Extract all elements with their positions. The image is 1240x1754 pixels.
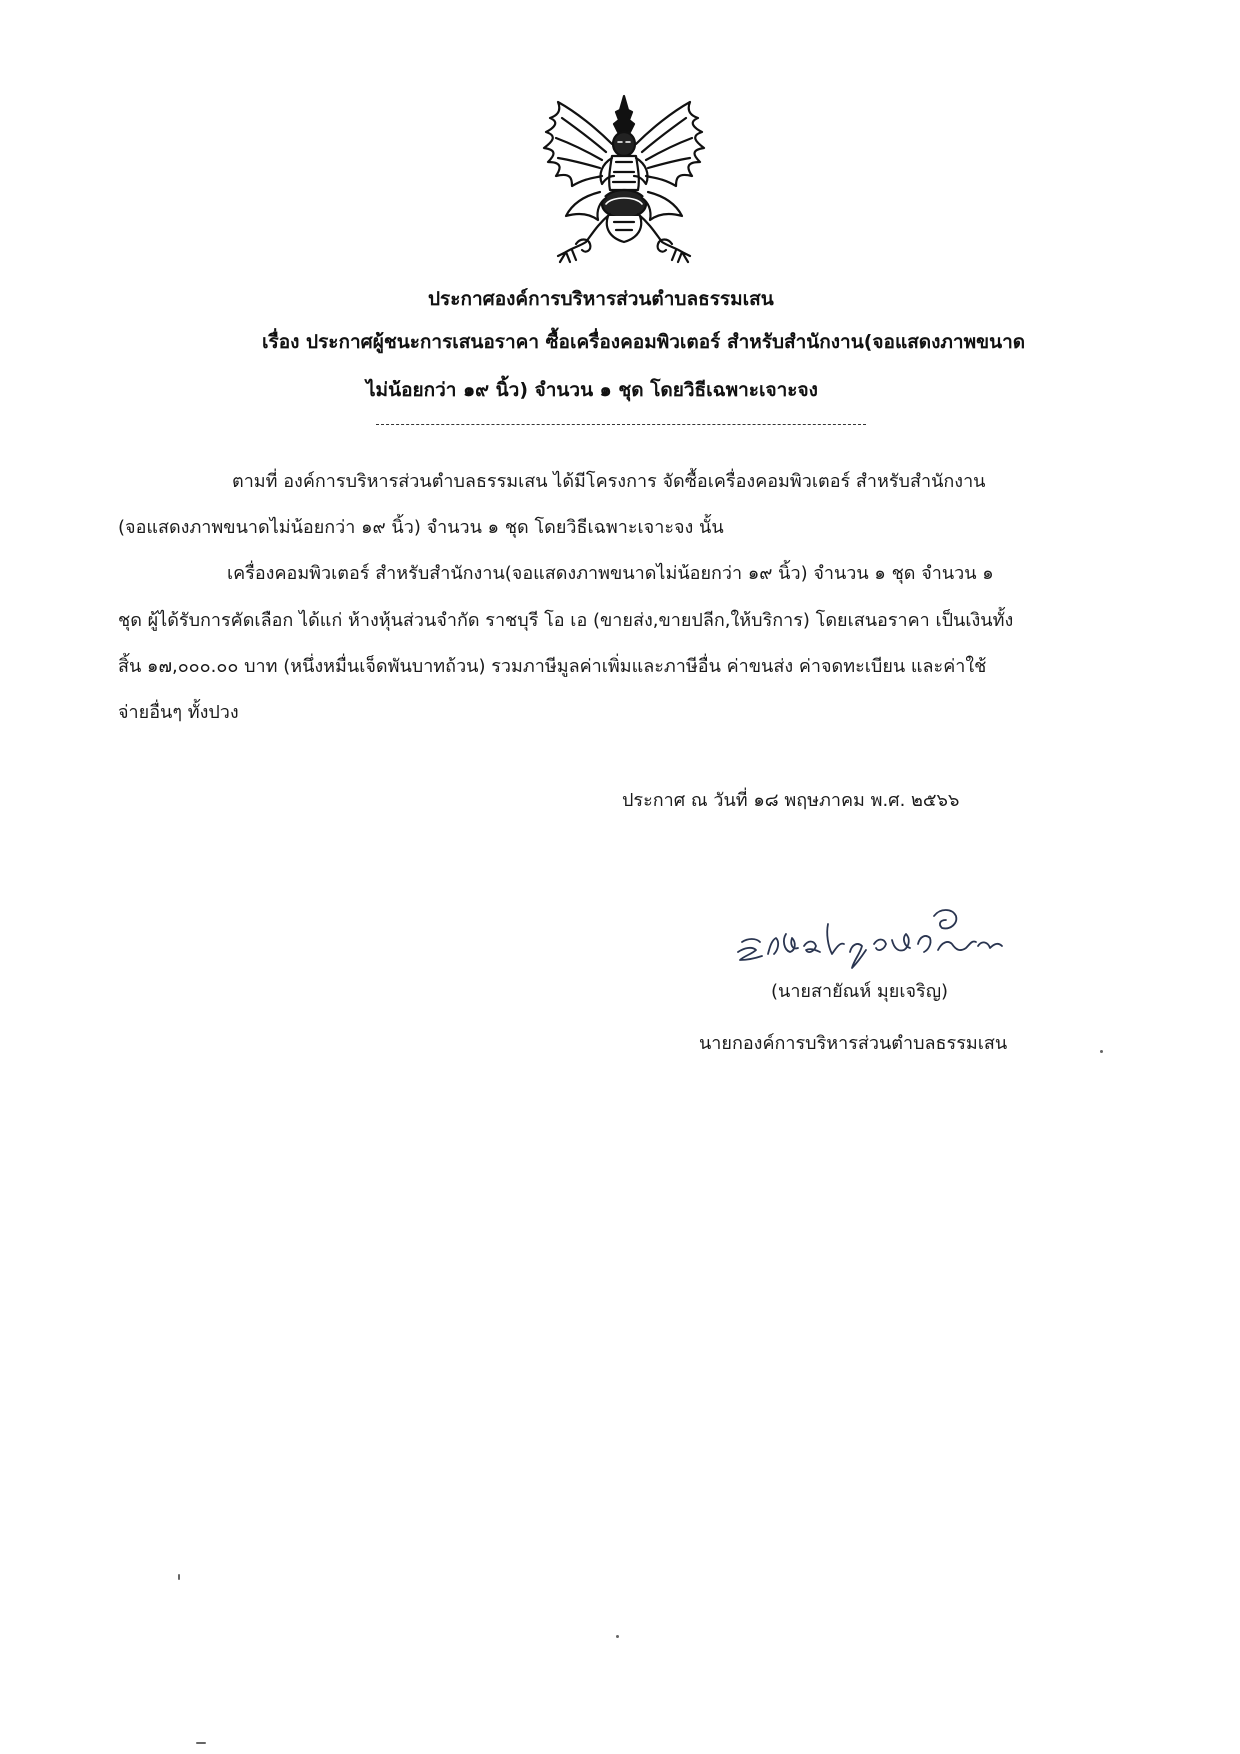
signer-position: นายกองค์การบริหารส่วนตำบลธรรมเสน [699,1033,1008,1054]
subject-line: เรื่อง ประกาศผู้ชนะการเสนอราคา ซื้อเครื่องคอมพิวเตอร์ สำหรับสำนักงาน(จอแสดงภาพขนาด [262,331,1026,353]
body-paragraph-line: จ่ายอื่นๆ ทั้งปวง [118,702,239,723]
handwritten-signature [734,894,1034,974]
signer-name: (นายสายัณห์ มุยเจริญ) [771,981,949,1002]
body-paragraph-line: เครื่องคอมพิวเตอร์ สำหรับสำนักงาน(จอแสดงภาพขนาดไม่น้อยกว่า ๑๙ นิ้ว) จำนวน ๑ ชุด จำนวน ๑ [227,563,994,584]
scan-speck [1100,1050,1103,1053]
body-paragraph-line: (จอแสดงภาพขนาดไม่น้อยกว่า ๑๙ นิ้ว) จำนวน ๑ ชุด โดยวิธีเฉพาะเจาะจง นั้น [118,517,724,538]
body-paragraph-line: ชุด ผู้ได้รับการคัดเลือก ได้แก่ ห้างหุ้นส่วนจำกัด ราชบุรี โอ เอ (ขายส่ง,ขายปลีก,ให้บริการ) โดยเสนอราคา เป็นเงินทั้ง [118,610,1014,631]
body-paragraph-line: ตามที่ องค์การบริหารส่วนตำบลธรรมเสน ได้มีโครงการ จัดซื้อเครื่องคอมพิวเตอร์ สำหรับสำนักงาน [232,471,986,492]
subject-line: ไม่น้อยกว่า ๑๙ นิ้ว) จำนวน ๑ ชุด โดยวิธีเฉพาะเจาะจง [366,379,818,401]
announcement-date: ประกาศ ณ วันที่ ๑๘ พฤษภาคม พ.ศ. ๒๕๖๖ [622,790,960,811]
separator-line [376,424,866,425]
garuda-emblem-icon [536,92,712,270]
announcement-title: ประกาศองค์การบริหารส่วนตำบลธรรมเสน [428,288,774,310]
scan-speck [616,1635,619,1638]
scan-speck [178,1574,180,1580]
body-paragraph-line: สิ้น ๑๗,๐๐๐.๐๐ บาท (หนึ่งหมื่นเจ็ดพันบาทถ้วน) รวมภาษีมูลค่าเพิ่มและภาษีอื่น ค่าขนส่ง ค่าจดทะเบียน และค่าใช้ [118,656,987,677]
scan-speck [196,1742,206,1744]
